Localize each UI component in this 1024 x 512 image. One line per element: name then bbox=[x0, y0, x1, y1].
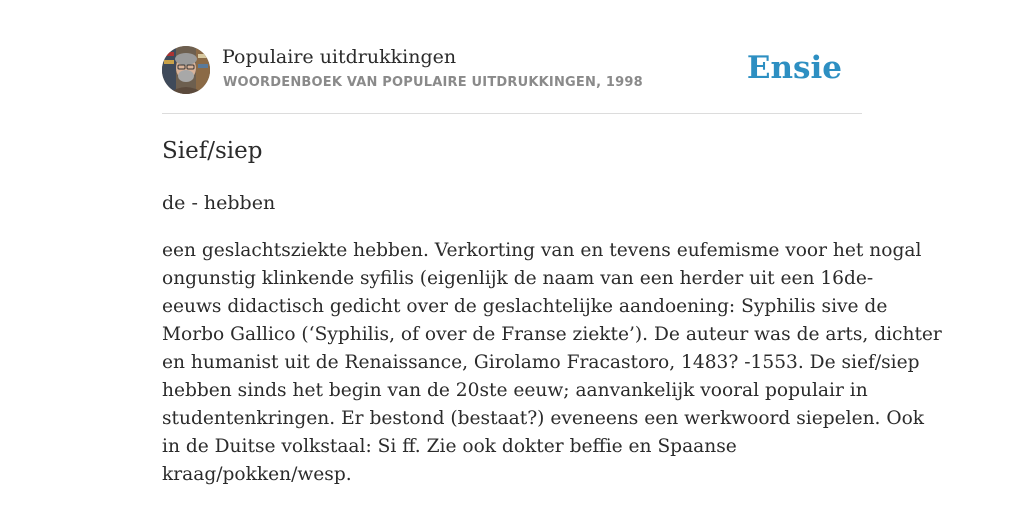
definition-line: Morbo Gallico (‘Syphilis, of over de Franse ziekte’). De auteur was de arts, dichter bbox=[162, 324, 942, 345]
definition-line: eeuws didactisch gedicht over de geslachtelijke aandoening: Syphilis sive de bbox=[162, 296, 888, 317]
definition-line: een geslachtsziekte hebben. Verkorting van en tevens eufemisme voor het nogal bbox=[162, 240, 922, 261]
entry-term: Sief/siep bbox=[162, 138, 263, 164]
definition-line: kraag/pokken/wesp. bbox=[162, 464, 352, 485]
definition-line: studentenkringen. Er bestond (bestaat?) eveneens een werkwoord siepelen. Ook bbox=[162, 408, 925, 429]
source-title[interactable]: Populaire uitdrukkingen bbox=[222, 46, 457, 68]
entry-subheading: de - hebben bbox=[162, 192, 276, 214]
source-subtitle: WOORDENBOEK VAN POPULAIRE UITDRUKKINGEN, 1998 bbox=[223, 75, 643, 90]
entry-definition bbox=[162, 237, 942, 489]
source-header bbox=[162, 46, 862, 96]
definition-line: en humanist uit de Renaissance, Girolamo Fracastoro, 1483? -1553. De sief/siep bbox=[162, 352, 920, 373]
definition-line: ongunstig klinkende syfilis (eigenlijk de naam van een herder uit een 16de- bbox=[162, 268, 874, 289]
ensie-logo[interactable]: Ensie bbox=[746, 50, 842, 86]
definition-line: in de Duitse volkstaal: Si ff. Zie ook dokter beffie en Spaanse bbox=[162, 436, 737, 457]
author-avatar[interactable] bbox=[162, 46, 210, 94]
definition-line: hebben sinds het begin van de 20ste eeuw; aanvankelijk vooral populair in bbox=[162, 380, 868, 401]
author-portrait-image bbox=[162, 46, 210, 94]
header-divider bbox=[162, 113, 862, 114]
